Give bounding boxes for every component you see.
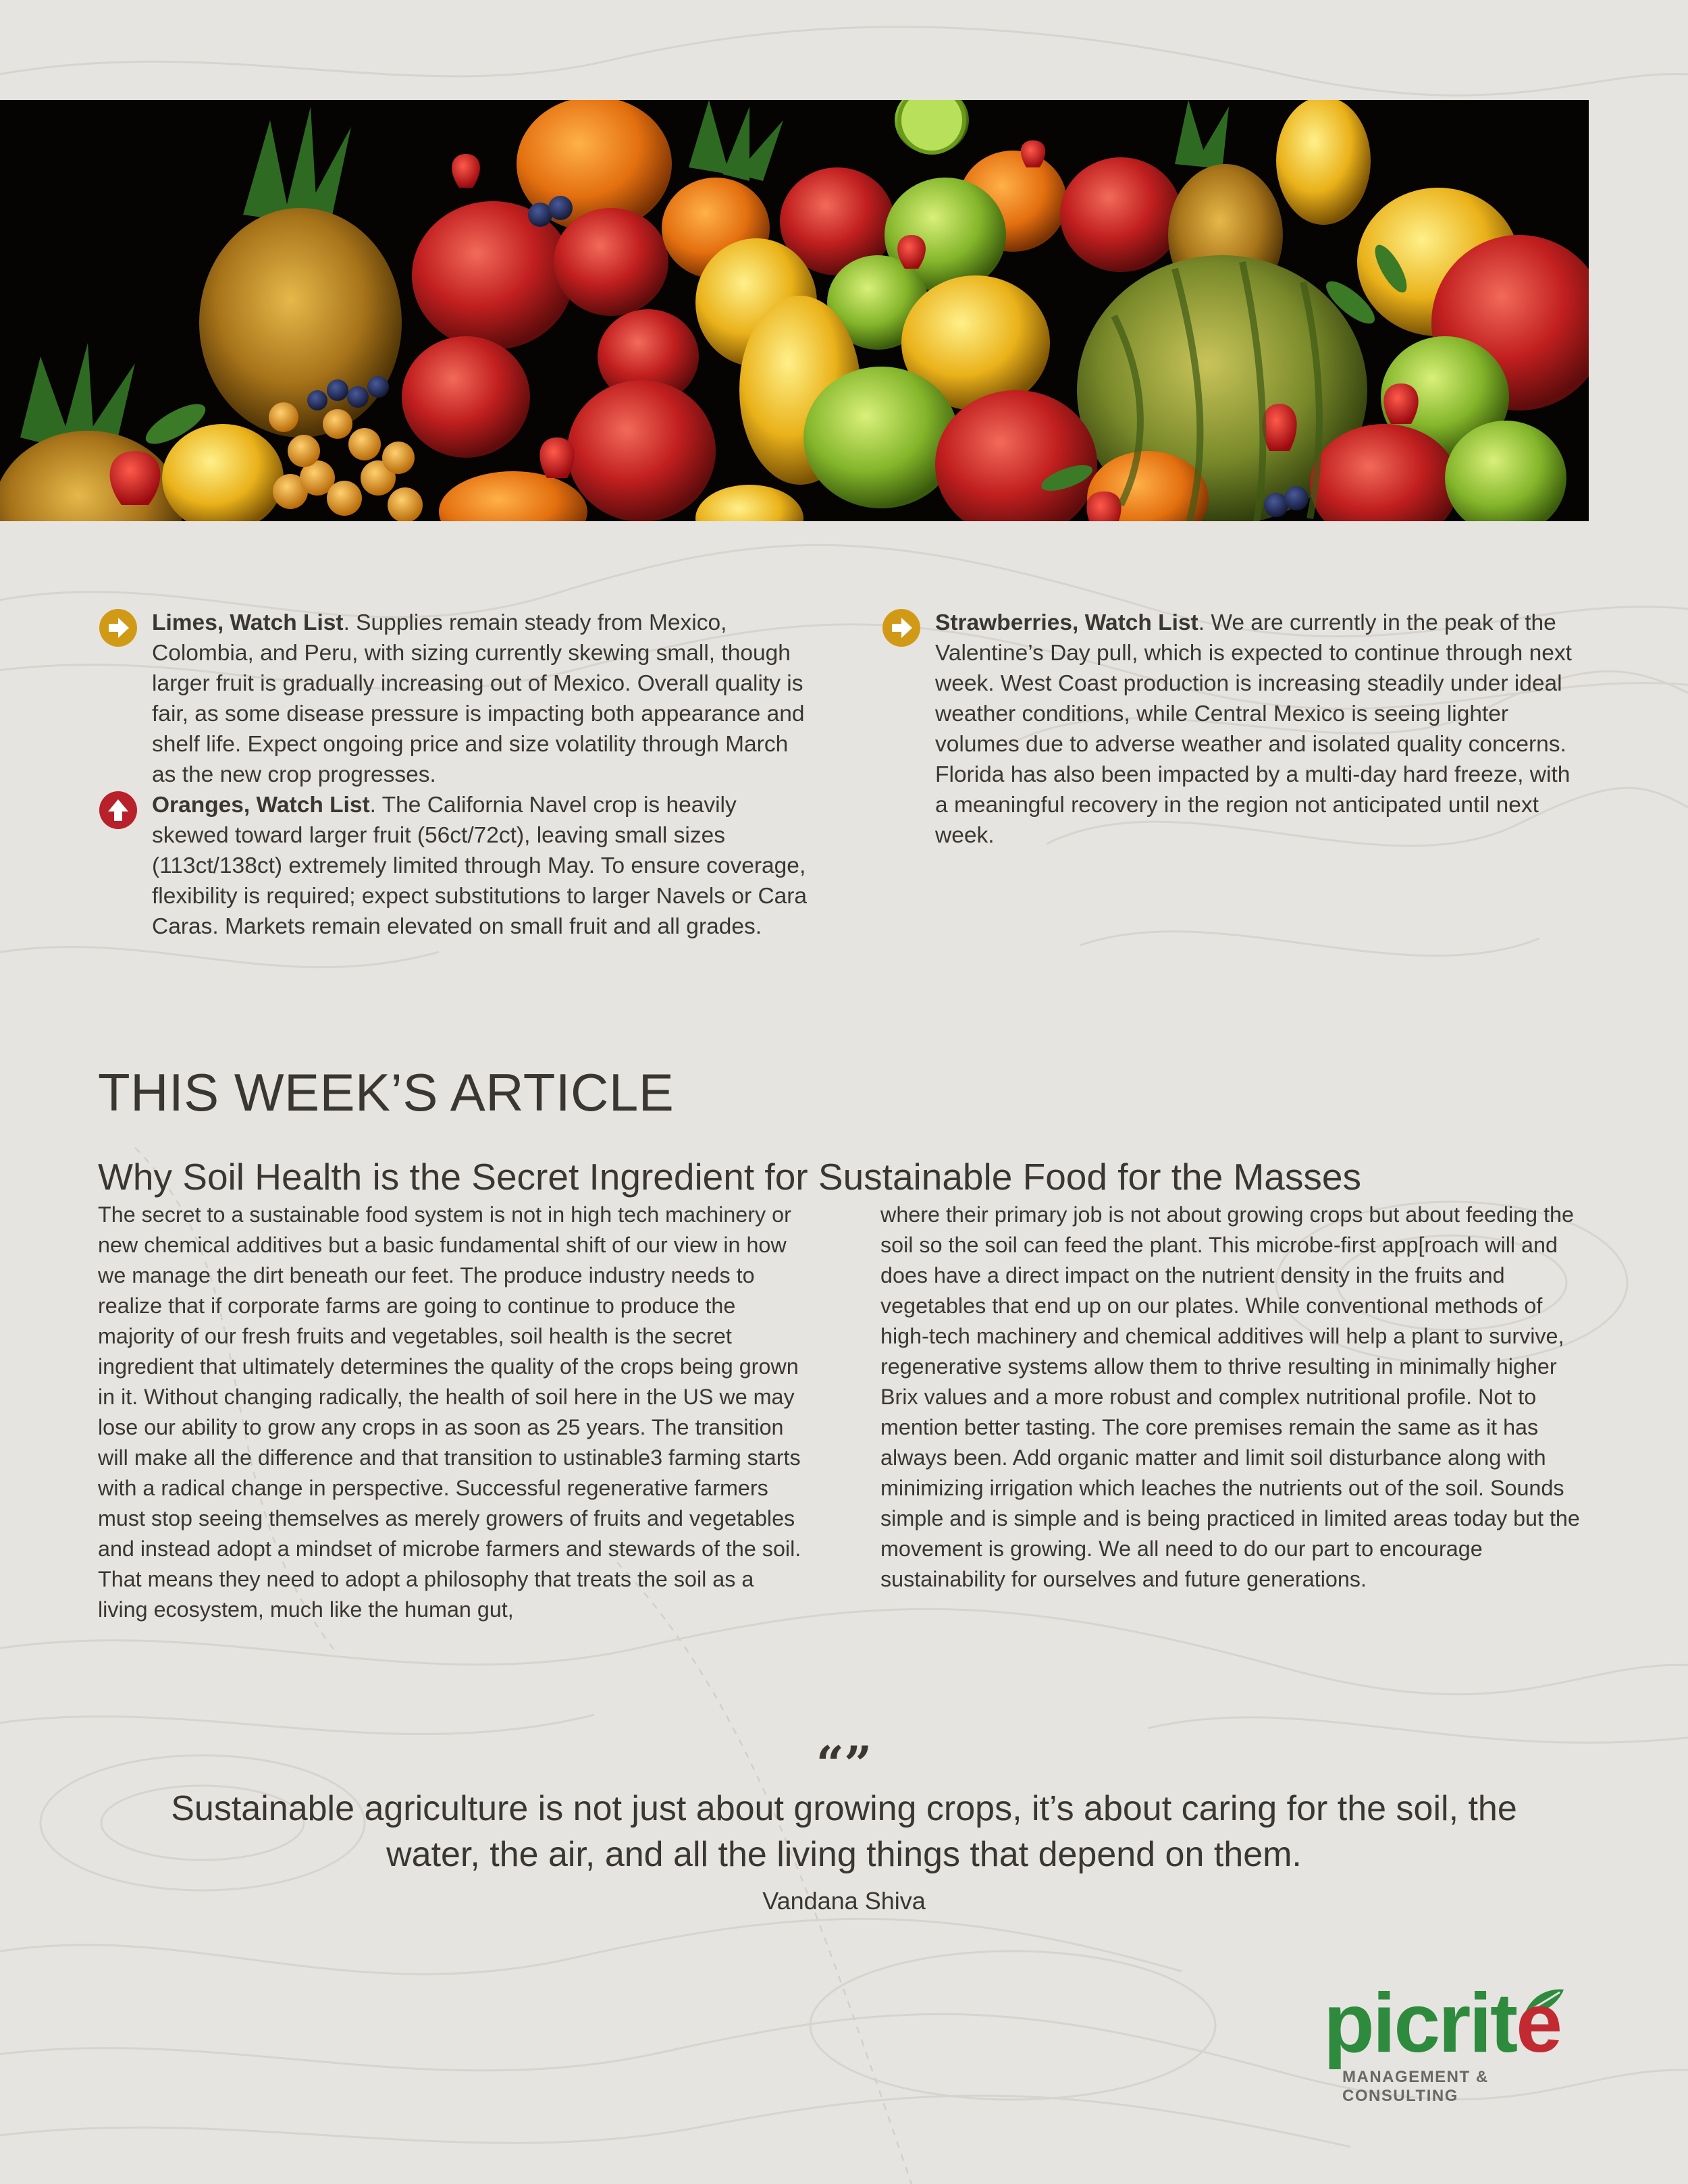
- quote-author: Vandana Shiva: [762, 1887, 926, 1915]
- watch-item-limes: [98, 608, 814, 790]
- watch-item-name: Oranges, Watch List: [152, 793, 370, 818]
- logo-tagline: MANAGEMENT & CONSULTING: [1342, 2068, 1489, 2105]
- picrite-logo: [1323, 1977, 1593, 2105]
- article-column-2: where their primary job is not about growing crops but about feeding the soil so the soil can feed the plant. This microbe-first app[roach will and does have a direct impact on the nutrient density in the fruits and vegetables that end up on our plates. While conventional methods of high-tech machinery and chemical additives will help a plant to survive, regenerative systems allow them to thrive resulting in minimally higher Brix values and a more robust and complex nutritional profile. Not to mention better tasting. The core premises remain the same as it has always been. Add organic matter and limit soil disturbance along with minimizing irrigation which leaches the nutrients out of the soil. Sounds simple and is simple and is being practiced in limited areas today but the movement is growing. We all need to do our part to encourage sustainability for ourselves and future generations.: [880, 1202, 1580, 1591]
- article-title: Why Soil Health is the Secret Ingredient for Sustainable Food for the Masses: [98, 1156, 1361, 1198]
- logo-wordmark: picrite: [1323, 1977, 1561, 2070]
- section-title: THIS WEEK’S ARTICLE: [98, 1063, 675, 1122]
- quote-text: Sustainable agriculture is not just about growing crops, it’s about caring for the soil, the water, the air, and all the living things that depend on them.: [171, 1789, 1517, 1874]
- watch-item-text: Strawberries, Watch List. We are currently in the peak of the Valentine’s Day pull, which is expected to continue through next week. West Coast production is increasing steadily under ideal weather conditions, while Central Mexico is seeing lighter volumes due to adverse weather and isolated quality concerns. Florida has also been impacted by a multi-day hard freeze, with a meaningful recovery in the region not anticipated until next week.: [935, 610, 1572, 848]
- arrow-right-icon: [881, 608, 922, 648]
- article-column-1: The secret to a sustainable food system is not in high tech machinery or new chemical additives but a basic fundamental shift of our view in how we manage the dirt beneath our feet. The produce industry needs to realize that if corporate farms are going to continue to produce the majority of our fresh fruits and vegetables, soil health is the secret ingredient that ultimately determines the quality of the crops being grown in it. Without changing radically, the health of soil here in the US we may lose our ability to grow any crops in as soon as 25 years. The transition will make all the difference and that transition to ustinable3 farming starts with a radical change in perspective. Successful regenerative farmers must stop seeing themselves as merely growers of fruits and vegetables and instead adopt a mindset of microbe farmers and stewards of the soil. That means they need to adopt a philosophy that treats the soil as a living ecosystem, much like the human gut,: [98, 1202, 801, 1622]
- watch-item-oranges: [98, 790, 814, 942]
- watch-item-name: Strawberries, Watch List: [935, 610, 1198, 635]
- hero-fruit-image: [0, 100, 1589, 521]
- watch-item-name: Limes, Watch List: [152, 610, 344, 635]
- watch-list-right: [881, 608, 1587, 851]
- watch-item-text: Oranges, Watch List. The California Navel crop is heavily skewed toward larger fruit (56ct/72ct), leaving small sizes (113ct/138ct) extremely limited through May. To ensure coverage, flexibility is required; expect substitutions to larger Navels or Cara Caras. Markets remain elevated on small fruit and all grades.: [152, 793, 808, 939]
- arrow-right-icon: [98, 608, 138, 648]
- watch-item-text: Limes, Watch List. Supplies remain steady from Mexico, Colombia, and Peru, with sizing currently skewing small, though larger fruit is gradually increasing out of Mexico. Overall quality is fair, as some disease pressure is impacting both appearance and shelf life. Expect ongoing price and size volatility through March as the new crop progresses.: [152, 610, 805, 787]
- watch-list-left: [98, 608, 814, 942]
- arrow-up-icon: [98, 790, 138, 830]
- quote-mark: “”: [816, 1735, 872, 1792]
- watch-item-strawberries: [881, 608, 1587, 851]
